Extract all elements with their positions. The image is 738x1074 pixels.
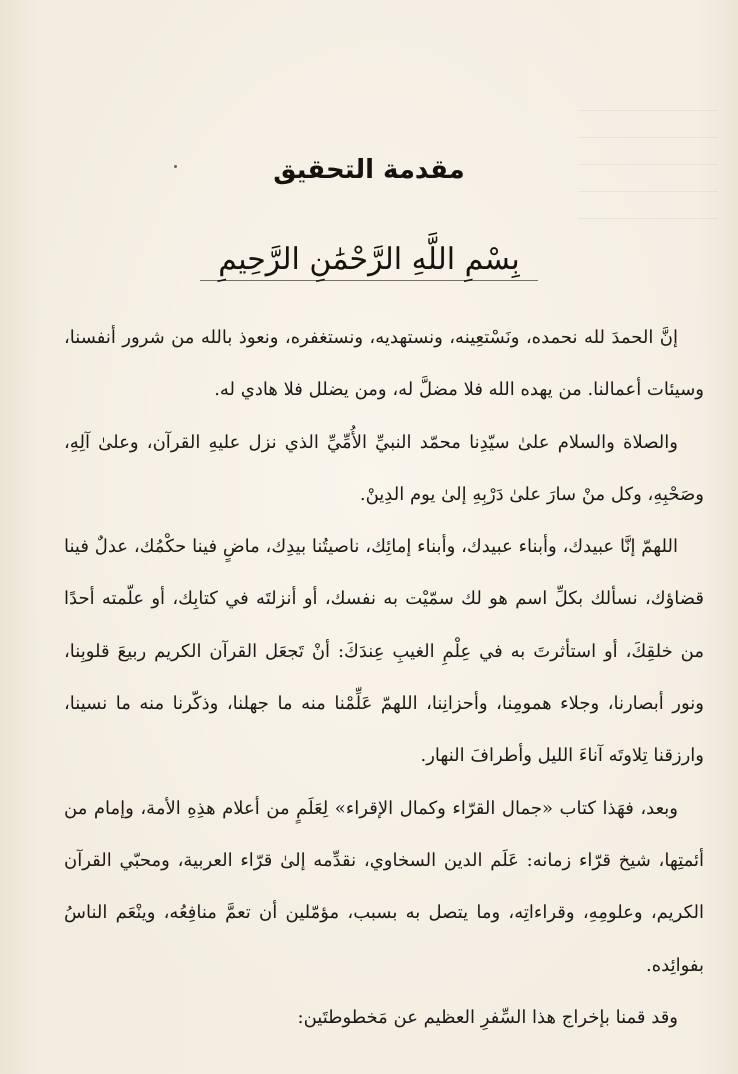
paragraph-book-introduction: وبعد، فهَذا كتاب «جمال القرّاء وكمال الإقراء» لِعَلَمٍ من أعلام هذِهِ الأمة، وإمام من أئمتِها، شيخ قرّاء زمانه: عَلَم الدين السخاوي، نقدِّمه إلىٰ قرّاء العربية، ومحبّي القرآن الكريم، وعلومِهِ، وقراءاتِه، وما يتصل به بسبب، مؤمّلين أن تعمَّ منافِعُه، وينْعَم الناسُ بفوائِده. [64, 797, 704, 976]
paragraph-manuscripts: وقد قمنا بإخراج هذا السِّفرِ العظيم عن مَخطوطتَين: [297, 1006, 678, 1028]
paragraph-supplication: اللهمّ إنَّا عبيدك، وأبناء عبيدك، وأبناء إمائِك، ناصيتُنا بيدِك، ماضٍ فينا حكْمُك، عدلٌ فينا قضاؤك، نسألك بكلِّ اسم هو لك سمّيْت به نفسك، أو أنزلتَه في كتابِك، أو علّمته أحدًا من خلقِكَ، أو استأثرتَ به في عِلْمِ الغيبِ عِندَكَ: أنْ تَجعَل القرآن الكريم ربيعَ قلوبِنا، ونور أبصارنا، وجلاء همومِنا، وأحزانِنا، اللهمّ عَلِّمْنا منه ما جهلنا، وذكّرنا منه ما نسينا، وارزقنا تِلاوتَه آناءَ الليل وأطرافَ النهار. [64, 536, 704, 767]
page-title: مقدمة التحقيق [273, 155, 465, 185]
basmala-calligraphy: بِسْمِ اللَّهِ الرَّحْمَٰنِ الرَّحِيمِ [218, 242, 520, 277]
paragraph-salutation: والصلاة والسلام علىٰ سيّدِنا محمّد النبيِّ الأُمِّيِّ الذي نزل عليهِ القرآن، وعلىٰ آلِهِ، وصَحْبِهِ، وكل منْ سارَ علىٰ دَرْبِهِ إلىٰ يوم الدِينْ. [64, 431, 704, 505]
body-text [64, 312, 704, 1044]
paragraph-opening-praise: إنَّ الحمدَ لله نحمده، ونَسْتعِينه، ونستهديه، ونستغفره، ونعوذ بالله من شرور أنفسنا، وسيئات أعمالنا. من يهده الله فلا مضلَّ له، ومن يضلل فلا هادي له. [64, 327, 704, 401]
basmala-underline [200, 280, 538, 281]
